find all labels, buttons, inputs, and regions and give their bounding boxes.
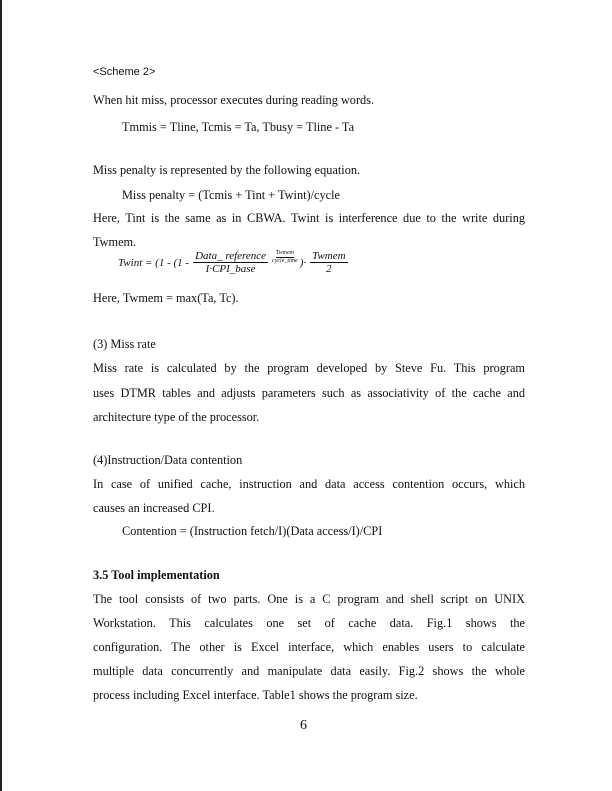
text-line: Workstation. This calculates one set of cache data. Fig.1 shows the: [93, 616, 525, 630]
text-line: multiple data concurrently and manipulate data easily. Fig.2 shows the whole: [93, 664, 525, 678]
eq-denominator-2: 2: [326, 263, 332, 275]
text-line: The tool consists of two parts. One is a C program and shell script on UNIX: [93, 592, 525, 606]
eq-mid: )·: [299, 256, 307, 269]
eq-fraction-2: [310, 250, 347, 275]
eq-numerator-2: Twmem: [312, 250, 346, 262]
text-line: Twmem.: [93, 235, 137, 249]
text-line: causes an increased CPI.: [93, 501, 215, 515]
text-line: process including Excel interface. Table1 shows the program size.: [93, 688, 418, 702]
eq-fraction-1: [193, 250, 268, 275]
text-line: Miss rate is calculated by the program developed by Steve Fu. This program: [93, 361, 525, 375]
scan-edge: [0, 0, 2, 791]
eq-lhs: Twint = (1 - (1 -: [118, 256, 190, 269]
text-line: uses DTMR tables and adjusts parameters such as associativity of the cache and: [93, 386, 525, 400]
text-line: configuration. The other is Excel interface, which enables users to calculate: [93, 640, 525, 654]
eq-exponent: [272, 250, 298, 265]
text-line: In case of unified cache, instruction and data access contention occurs, which: [93, 477, 525, 491]
twint-equation: [118, 250, 350, 275]
text-line: Here, Twmem = max(Ta, Tc).: [93, 291, 239, 305]
text-line: Miss penalty is represented by the following equation.: [93, 163, 361, 177]
section-heading: (4)Instruction/Data contention: [93, 453, 243, 467]
equation-line: Miss penalty = (Tcmis + Tint + Twint)/cycle: [122, 188, 340, 202]
text-line: When hit miss, processor executes during reading words.: [93, 93, 375, 107]
scheme-label: <Scheme 2>: [93, 66, 156, 78]
text-line: Here, Tint is the same as in CBWA. Twint is interference due to the write during: [93, 211, 525, 225]
section-heading: (3) Miss rate: [93, 337, 156, 351]
eq-denominator: I·CPI_base: [205, 263, 256, 275]
page-number: 6: [300, 718, 307, 733]
equation-line: Contention = (Instruction fetch/I)(Data access/I)/CPI: [122, 524, 383, 538]
eq-exp-numerator: Twmem: [275, 250, 294, 256]
equation-line: Tmmis = Tline, Tcmis = Ta, Tbusy = Tline - Ta: [122, 120, 355, 134]
eq-exp-denominator: cycle_time: [272, 258, 298, 264]
eq-numerator: Data_ reference: [195, 250, 267, 262]
text-line: architecture type of the processor.: [93, 410, 260, 424]
section-heading: 3.5 Tool implementation: [93, 568, 220, 582]
